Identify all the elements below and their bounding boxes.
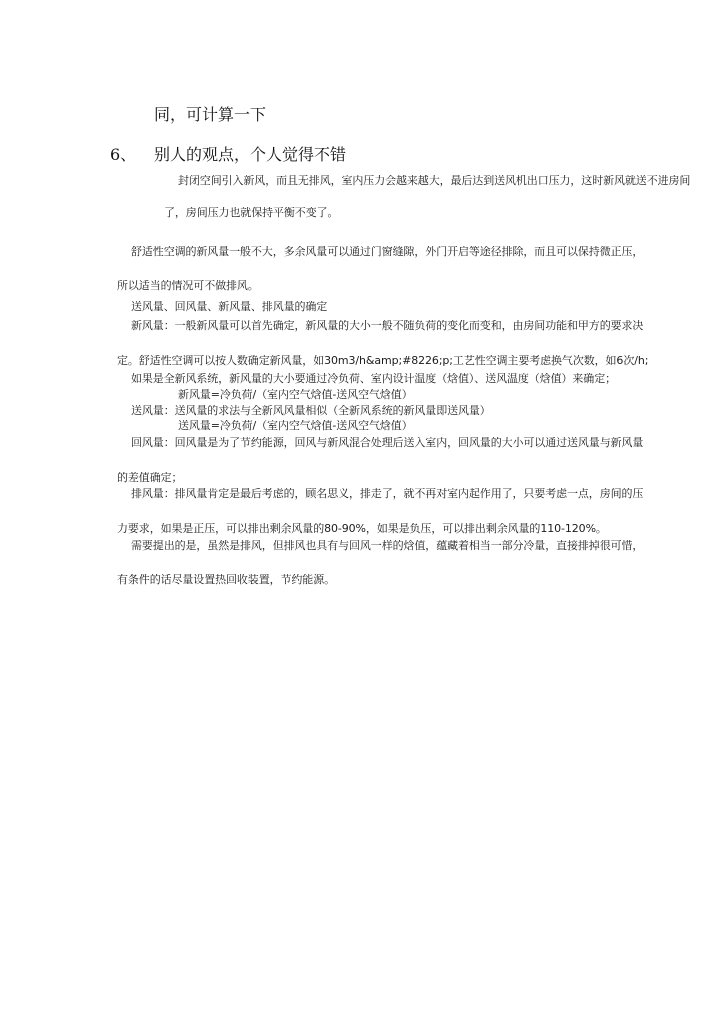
paragraph-line: 力要求，如果是正压，可以排出剩余风量的80-90%，如果是负压，可以排出剩余风量的110-120%。 <box>117 523 607 535</box>
section-heading <box>110 146 346 164</box>
subsection-title: 送风量、回风量、新风量、排风量的确定 <box>131 301 328 313</box>
paragraph-line: 回风量：回风量是为了节约能源，回风与新风混合处理后送入室内，回风量的大小可以通过送风量与新风量 <box>131 437 644 449</box>
paragraph-line: 有条件的话尽量设置热回收装置，节约能源。 <box>117 574 335 586</box>
formula-line: 送风量=冷负荷/（室内空气焓值-送风空气焓值） <box>178 420 413 432</box>
heading-number: 6、 <box>110 146 137 164</box>
paragraph-line: 封闭空间引入新风，而且无排风，室内压力会越来越大，最后达到送风机出口压力，这时新风就送不进房间 <box>178 175 691 187</box>
paragraph-line: 定。舒适性空调可以按人数确定新风量，如30m3/h&amp;#8226;p;工艺性空调主要考虑换气次数，如6次/h; <box>117 355 649 367</box>
paragraph-line: 需要提出的是，虽然是排风，但排风也具有与回风一样的焓值，蕴藏着相当一部分冷量，直接排掉很可惜， <box>131 540 644 552</box>
paragraph-line: 舒适性空调的新风量一般不大，多余风量可以通过门窗缝隙，外门开启等途径排除，而且可以保持微正压， <box>131 246 644 258</box>
paragraph-line: 的差值确定； <box>117 472 183 484</box>
paragraph-line: 所以适当的情况可不做排风。 <box>117 280 259 292</box>
heading-text: 别人的观点，个人觉得不错 <box>154 146 347 164</box>
paragraph-line: 排风量：排风量肯定是最后考虑的，顾名思义，排走了，就不再对室内起作用了，只要考虑一点，房间的压 <box>131 488 644 500</box>
paragraph-line: 如果是全新风系统，新风量的大小要通过冷负荷、室内设计温度（焓值）、送风温度（焓值）来确定； <box>131 373 616 385</box>
paragraph-line: 送风量：送风量的求法与全新风风量相似（全新风系统的新风量即送风量） <box>131 405 491 417</box>
intro-line: 同，可计算一下 <box>154 106 267 124</box>
paragraph-line: 了，房间压力也就保持平衡不变了。 <box>164 207 339 219</box>
formula-line: 新风量=冷负荷/（室内空气焓值-送风空气焓值） <box>178 389 413 401</box>
paragraph-line: 新风量：一般新风量可以首先确定，新风量的大小一般不随负荷的变化而变和，由房间功能和甲方的要求决 <box>131 320 644 332</box>
